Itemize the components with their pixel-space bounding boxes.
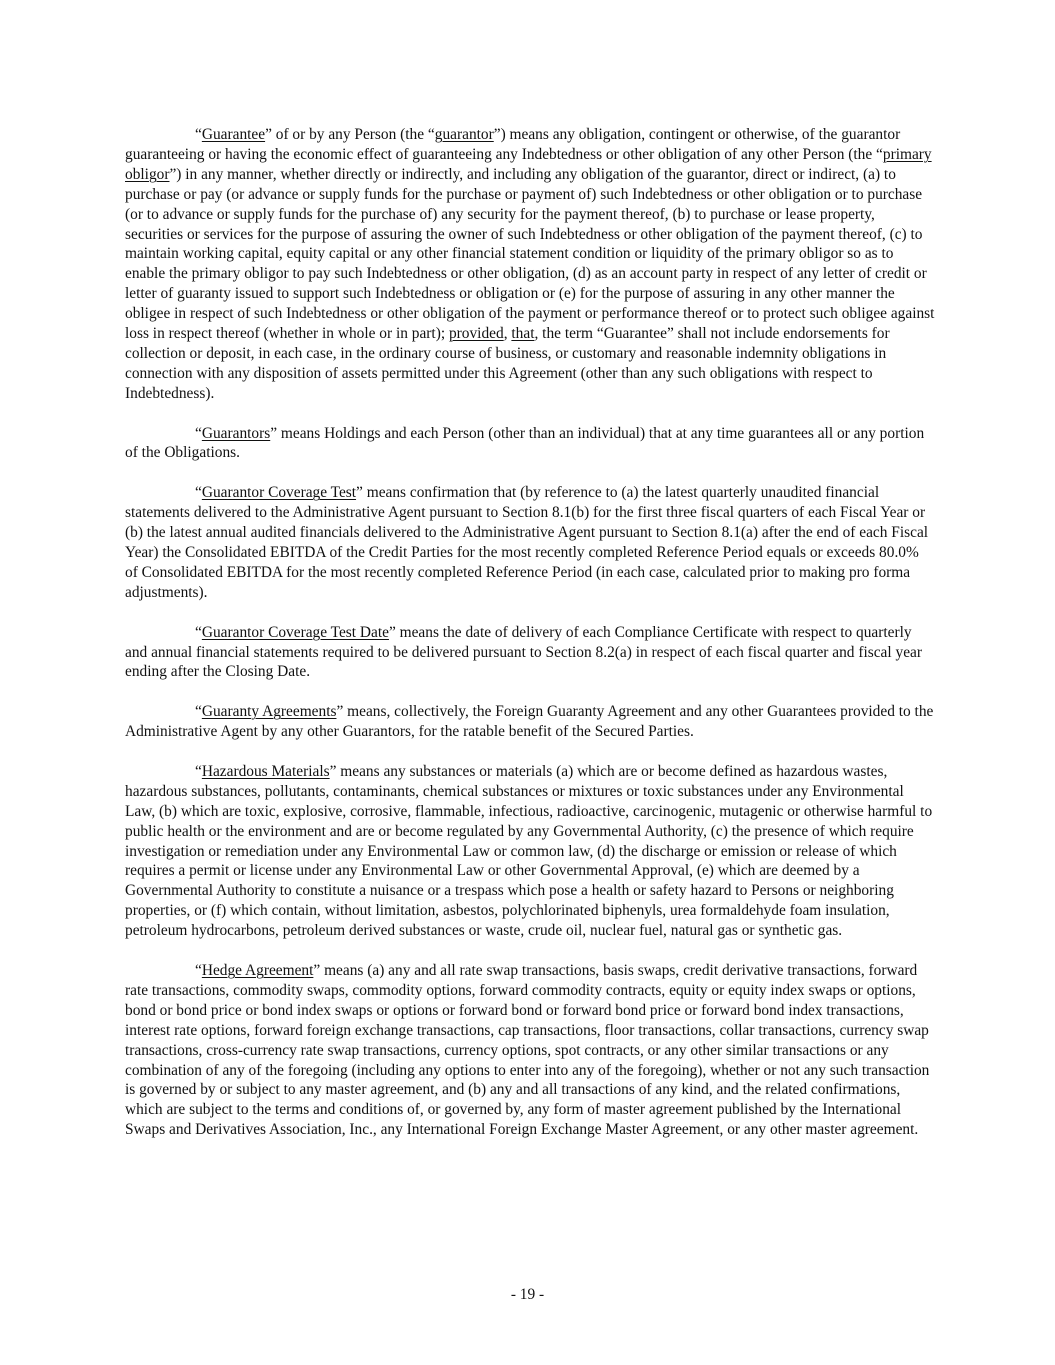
provided-term: provided: [448, 325, 504, 343]
defined-term-guaranty-agreements: Guaranty Agreements: [201, 703, 337, 721]
defined-term-guarantor-coverage-test: Guarantor Coverage Test: [201, 484, 357, 502]
open-quote: “: [195, 961, 202, 979]
definition-text: , the term “Guarantee” shall not include endorsements for collection or deposit, in each case, in the ordinary course of business, or customary and reasonable indemnity obligations in connection with any disposition of assets permitted under this Agreement (other than any such obligations with respect to Indebtedness).: [125, 325, 890, 402]
open-quote: “: [195, 484, 202, 502]
defined-term-primary-obligor: primary obligor: [125, 145, 932, 183]
document-body: [125, 125, 935, 1140]
definition-guaranty-agreements: [125, 702, 935, 742]
that-term: that: [511, 325, 535, 343]
definition-guarantors: [125, 424, 935, 464]
definition-guarantee: [125, 125, 935, 404]
definition-text: ” of or by any Person (the “: [265, 126, 435, 143]
open-quote: “: [195, 623, 202, 641]
open-quote: “: [195, 762, 202, 780]
defined-term-guarantors: Guarantors: [201, 424, 271, 442]
definition-text: ” means any substances or materials (a) which are or become defined as hazardous wastes, hazardous substances, pollutants, contaminants, chemical substances or mixtures or toxic substances under any Environmental Law, (b) which are toxic, explosive, corrosive, flammable, infectious, radioactive, carcinogenic, mutagenic or otherwise harmful to public health or the environment and are or become regulated by any Governmental Authority, (c) the presence of which require investigation or remediation under any Environmental Law or common law, (d) the discharge or emission or release of which requires a permit or license under any Environmental Law or other Governmental Approval, (e) which are deemed by a Governmental Authority to constitute a nuisance or a trespass which pose a health or safety hazard to Persons or neighboring properties, or (f) which contain, without limitation, asbestos, polychlorinated biphenyls, urea formaldehyde foam insulation, petroleum hydrocarbons, petroleum derived substances or waste, crude oil, nuclear fuel, natural gas or synthetic gas.: [125, 762, 933, 940]
defined-term-hazardous-materials: Hazardous Materials: [201, 762, 330, 780]
defined-term-hedge-agreement: Hedge Agreement: [201, 961, 314, 979]
definition-text: ” means the date of delivery of each Compliance Certificate with respect to quarterly and annual financial statements required to be delivered pursuant to Section 8.2(a) in respect of each fiscal quarter and fiscal year ending after the Closing Date.: [125, 623, 922, 681]
definition-text: ”) in any manner, whether directly or indirectly, and including any obligation of the guarantor, direct or indirect, (a) to purchase or pay (or advance or supply funds for the purchase or payment of) such Indebtedness or other obligation or to purchase (or to advance or supply funds for the purchase of) any security for the payment thereof, (b) to purchase or lease property, securities or services for the purpose of assuring the owner of such Indebtedness or other obligation of the payment thereof, (c) to maintain working capital, equity capital or any other financial statement condition or liquidity of the primary obligor so as to enable the primary obligor to pay such Indebtedness or other obligation, (d) as an account party in respect of any letter of credit or letter of guaranty issued to support such Indebtedness or obligation or (e) for the purpose of assuring in any other manner the obligee in respect of such Indebtedness or other obligation of the payment or performance thereof or to protect such obligee against loss in respect thereof (whether in whole or in part);: [125, 165, 935, 343]
open-quote: “: [195, 126, 202, 143]
definition-guarantor-coverage-test: [125, 483, 935, 602]
definition-text: ” means Holdings and each Person (other than an individual) that at any time guarantees all or any portion of the Obligations.: [125, 424, 925, 462]
defined-term-guarantor: guarantor: [434, 126, 494, 143]
definition-hedge-agreement: [125, 961, 935, 1140]
definition-text: ” means confirmation that (by reference to (a) the latest quarterly unaudited financial statements delivered to the Administrative Agent pursuant to Section 8.1(b) for the first three fiscal quarters of each Fiscal Year or (b) the latest annual audited financials delivered to the Administrative Agent pursuant to Section 8.1(a) after the end of each Fiscal Year) the Consolidated EBITDA of the Credit Parties for the most recently completed Reference Period equals or exceeds 80.0% of Consolidated EBITDA for the most recently completed Reference Period (in each case, calculated prior to making pro forma adjustments).: [125, 484, 929, 601]
definition-text: ” means, collectively, the Foreign Guaranty Agreement and any other Guarantees provided to the Administrative Agent by any other Guarantors, for the ratable benefit of the Secured Parties.: [125, 703, 934, 741]
definition-hazardous-materials: [125, 762, 935, 941]
open-quote: “: [195, 424, 202, 442]
definition-text: ” means (a) any and all rate swap transactions, basis swaps, credit derivative transactions, forward rate transactions, commodity swaps, commodity options, forward commodity contracts, equity or equity index swaps or options, bond or bond price or bond index swaps or options or forward bond or forward bond price or forward bond index transactions, interest rate options, forward foreign exchange transactions, cap transactions, floor transactions, collar transactions, currency swap transactions, cross-currency rate swap transactions, currency options, spot contracts, or any other similar transactions or any combination of any of the foregoing (including any options to enter into any of the foregoing), whether or not any such transaction is governed by or subject to any master agreement, and (b) any and all transactions of any kind, and the related confirmations, which are subject to the terms and conditions of, or governed by, any form of master agreement published by the International Swaps and Derivatives Association, Inc., any International Foreign Exchange Master Agreement, or any other master agreement.: [125, 961, 930, 1139]
open-quote: “: [195, 703, 202, 721]
defined-term-guarantor-coverage-test-date: Guarantor Coverage Test Date: [201, 623, 389, 641]
definition-text: ,: [503, 325, 512, 343]
defined-term-guarantee: Guarantee: [201, 126, 266, 143]
page-number: - 19 -: [510, 1286, 545, 1303]
definition-text: ”) means any obligation, contingent or otherwise, of the guarantor guaranteeing or having the economic effect of guaranteeing any Indebtedness or other obligation of any other Person (the “: [125, 126, 901, 163]
definition-guarantor-coverage-test-date: [125, 623, 935, 683]
